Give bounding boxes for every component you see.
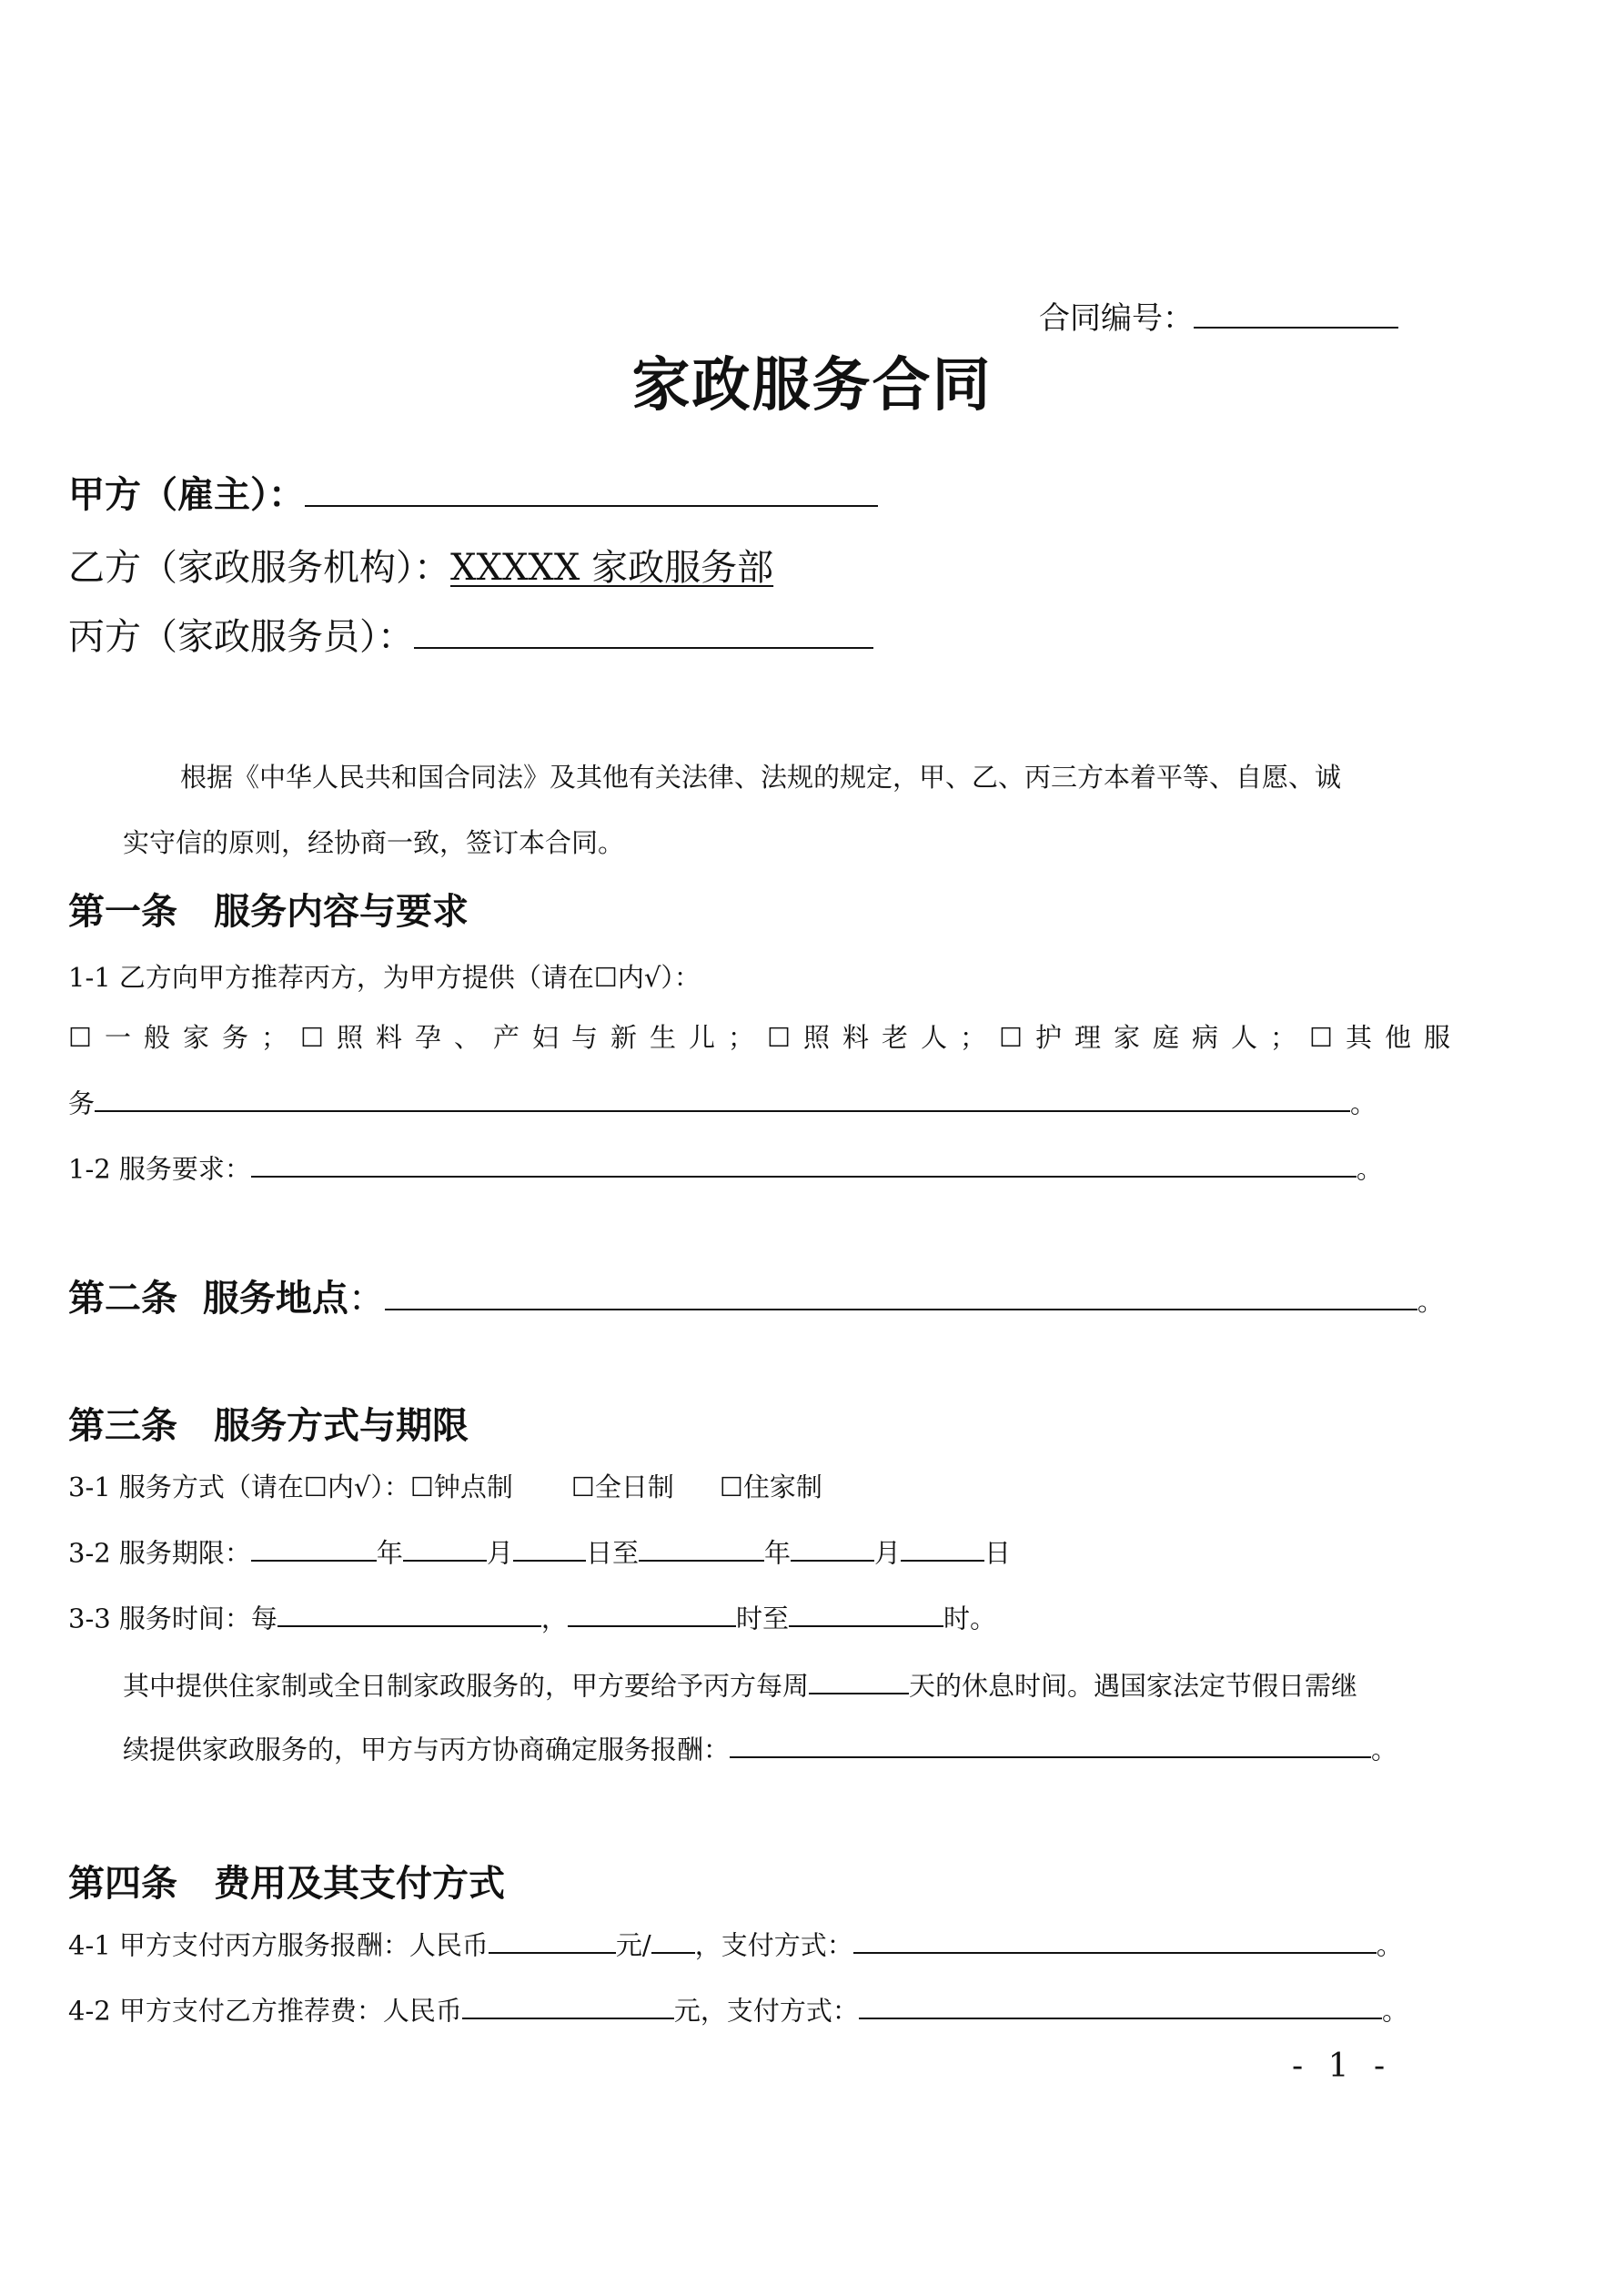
page-number: - 1 - (1292, 2048, 1393, 2085)
rest-day-text-a: 其中提供住家制或全日制家政服务的，甲方要给予丙方每周 (123, 1670, 810, 1702)
start-month-blank[interactable] (403, 1532, 487, 1562)
end-year-blank[interactable] (639, 1532, 764, 1562)
article-1-title: 服务内容与要求 (214, 890, 469, 933)
hour-to-label: 时至 (735, 1603, 789, 1634)
start-day-blank[interactable] (513, 1532, 586, 1562)
rest-day-text-b: 天的休息时间。遇国家法定节假日需继 (909, 1670, 1358, 1702)
contract-number-blank[interactable] (1194, 294, 1398, 329)
day-label: 日 (984, 1537, 1012, 1569)
article-1-item-1: 1-1 乙方向甲方推荐丙方，为甲方提供（请在☐内√）： (68, 962, 701, 993)
party-a-line (68, 466, 878, 518)
article-3-number: 第三条 (68, 1404, 177, 1447)
holiday-pay-text: 续提供家政服务的，甲方与丙方协商确定服务报酬： (123, 1734, 731, 1765)
service-time-every-blank[interactable] (277, 1598, 541, 1627)
party-a-blank[interactable] (305, 467, 878, 507)
holiday-pay-line (123, 1729, 1397, 1766)
end-hour-blank[interactable] (789, 1598, 943, 1627)
service-mode-label: 3-1 服务方式（请在☐内√）： (68, 1472, 410, 1502)
article-3-heading (68, 1397, 469, 1449)
option-hourly[interactable]: ☐钟点制 (409, 1472, 513, 1502)
rest-days-blank[interactable] (809, 1665, 909, 1694)
party-a-label: 甲方（雇主）： (68, 473, 305, 516)
document-title: 家政服务合同 (631, 351, 993, 420)
period: 。 (1371, 1734, 1398, 1765)
referral-fee-payment-blank[interactable] (859, 1990, 1382, 2019)
party-c-label: 丙方（家政服务员）： (68, 616, 414, 658)
referral-fee-payment-label: 元，支付方式： (673, 1995, 859, 2027)
service-fee-amount-blank[interactable] (489, 1925, 616, 1954)
to-label: 至 (611, 1537, 639, 1569)
preamble-line-2: 实守信的原则，经协商一致，签订本合同。 (123, 827, 625, 858)
service-fee-payment-label: ，支付方式： (694, 1929, 853, 1961)
other-service-cont: 务 (68, 1087, 96, 1119)
other-service-line (68, 1083, 1377, 1120)
article-3-title: 服务方式与期限 (214, 1404, 469, 1447)
article-3-item-2 (68, 1532, 1011, 1570)
service-period-label: 3-2 服务期限： (68, 1537, 251, 1569)
contract-number-label: 合同编号： (1039, 300, 1194, 337)
article-4-title: 费用及其支付方式 (214, 1862, 505, 1905)
service-fee-unit: 元/ (615, 1929, 651, 1961)
service-requirements-blank[interactable] (251, 1148, 1357, 1178)
option-other-service[interactable]: ☐其他服 (1309, 1022, 1463, 1053)
option-full-day[interactable]: ☐全日制 (570, 1472, 674, 1502)
service-requirements-period: 。 (1356, 1153, 1383, 1185)
end-day-blank[interactable] (901, 1532, 984, 1562)
option-general-housework[interactable]: ☐一般家务； (68, 1022, 300, 1053)
service-fee-period-blank[interactable] (651, 1925, 695, 1954)
preamble-line-1: 根据《中华人民共和国合同法》及其他有关法律、法规的规定，甲、乙、丙三方本着平等、自愿、诚 (180, 762, 1342, 793)
service-time-label: 3-3 服务时间：每 (68, 1603, 277, 1634)
year-label: 年 (376, 1537, 403, 1569)
service-location-blank[interactable] (385, 1270, 1417, 1310)
party-b-value: XXXXX 家政服务部 (450, 547, 774, 589)
referral-fee-label: 4-2 甲方支付乙方推荐费：人民币 (68, 1995, 462, 2027)
party-b-label: 乙方（家政服务机构）： (68, 547, 450, 589)
day-label: 日 (585, 1537, 612, 1569)
article-4-number: 第四条 (68, 1862, 177, 1905)
party-b-line (68, 539, 773, 591)
referral-fee-amount-blank[interactable] (462, 1990, 674, 2019)
start-year-blank[interactable] (251, 1532, 377, 1562)
option-elderly-care[interactable]: ☐照料老人； (767, 1022, 999, 1053)
option-maternity-newborn-care[interactable]: ☐照料孕、产妇与新生儿； (300, 1022, 767, 1053)
month-label: 月 (874, 1537, 902, 1569)
other-service-blank[interactable] (95, 1083, 1350, 1112)
article-2-line (68, 1269, 1444, 1321)
article-1-heading (68, 883, 469, 935)
party-c-blank[interactable] (414, 609, 873, 649)
option-live-in[interactable]: ☐住家制 (719, 1472, 822, 1502)
article-1-number: 第一条 (68, 890, 177, 933)
article-4-item-2 (68, 1990, 1408, 2028)
article-3-item-1 (68, 1467, 822, 1504)
option-patient-care[interactable]: ☐护理家庭病人； (999, 1022, 1309, 1053)
contract-number-field (1039, 293, 1398, 338)
period: 。 (1381, 1995, 1408, 2027)
comma: ， (540, 1603, 568, 1634)
period: 。 (1376, 1929, 1403, 1961)
article-4-heading (68, 1855, 505, 1907)
start-hour-blank[interactable] (568, 1598, 736, 1627)
article-2-heading: 第二条 服务地点 (68, 1277, 348, 1320)
article-4-item-1 (68, 1925, 1403, 1962)
service-fee-payment-blank[interactable] (853, 1925, 1377, 1954)
article-2-colon: ： (348, 1278, 385, 1320)
service-options-row (68, 1017, 1463, 1055)
hour-end-label: 时。 (943, 1603, 996, 1634)
article-3-item-3 (68, 1598, 996, 1635)
article-2-period: 。 (1417, 1286, 1444, 1317)
month-label: 月 (486, 1537, 513, 1569)
end-month-blank[interactable] (791, 1532, 874, 1562)
party-c-line (68, 608, 873, 660)
service-requirements-label: 1-2 服务要求： (68, 1153, 251, 1185)
holiday-pay-blank[interactable] (730, 1729, 1371, 1758)
other-service-period: 。 (1350, 1087, 1377, 1119)
year-label: 年 (763, 1537, 791, 1569)
rest-day-line (123, 1665, 1357, 1703)
article-1-item-2 (68, 1148, 1383, 1186)
service-fee-label: 4-1 甲方支付丙方服务报酬：人民币 (68, 1929, 489, 1961)
